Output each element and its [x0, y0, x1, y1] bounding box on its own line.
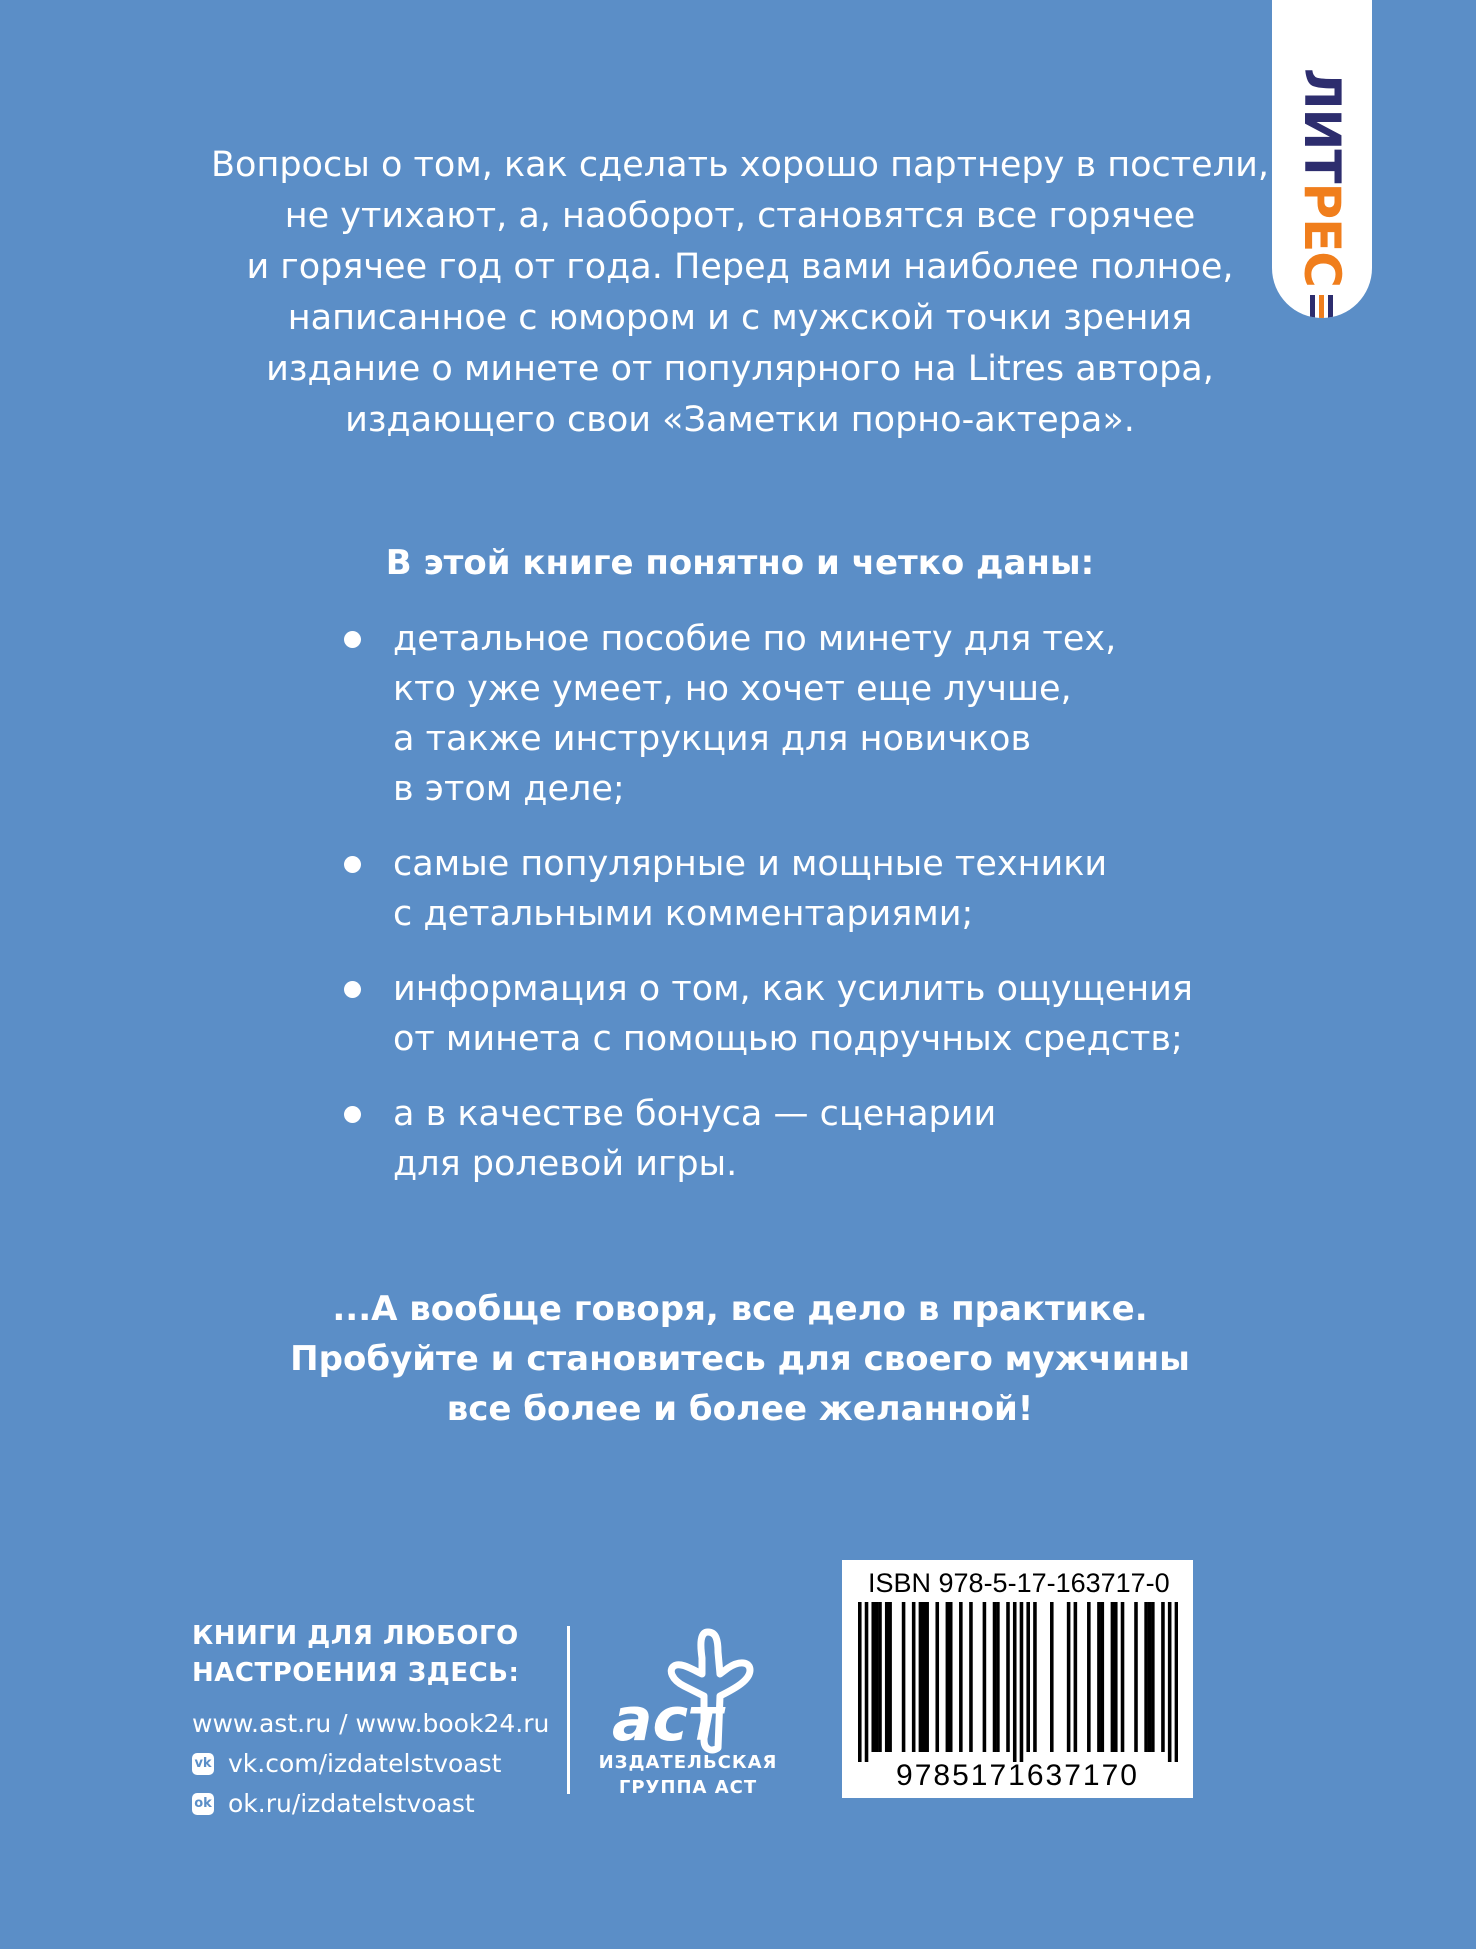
intro-line: и горячее год от года. Перед вами наиболее полное, — [246, 247, 1234, 287]
barcode-bar — [1114, 1602, 1118, 1752]
bullet-dot-icon — [344, 1106, 361, 1123]
barcode-bar — [1006, 1602, 1010, 1752]
barcode-bar — [1097, 1602, 1101, 1752]
barcode-bar — [919, 1602, 923, 1752]
publisher-caption-line: ИЗДАТЕЛЬСКАЯ — [598, 1752, 778, 1773]
vk-link[interactable] — [192, 1744, 572, 1784]
barcode-bar — [1175, 1602, 1178, 1762]
ok-link-text: ok.ru/izdatelstvoast — [228, 1789, 475, 1818]
barcode-bar — [888, 1602, 892, 1752]
footer-divider — [567, 1626, 570, 1794]
barcode-bar — [922, 1602, 926, 1752]
barcode-bar — [949, 1602, 953, 1752]
barcode-bar — [946, 1602, 950, 1752]
barcode-bar — [935, 1602, 939, 1752]
footer-heading — [192, 1618, 572, 1692]
footer-heading-line: НАСТРОЕНИЯ ЗДЕСЬ: — [192, 1658, 520, 1688]
list-item-text: информация о том, как усилить ощущения от минета с помощью подручных средств; — [393, 969, 1193, 1059]
barcode-bar — [885, 1602, 889, 1752]
litres-bars-icon — [1311, 295, 1334, 318]
barcode-bar — [902, 1602, 906, 1752]
footer-links — [192, 1704, 572, 1824]
barcode-bar — [878, 1602, 882, 1752]
barcode-bar — [1121, 1602, 1125, 1752]
barcode-bar — [875, 1602, 879, 1752]
bullet-dot-icon — [344, 981, 361, 998]
publisher-caption-line: ГРУППА АСТ — [618, 1777, 758, 1798]
website-link[interactable]: www.ast.ru / www.book24.ru — [192, 1709, 550, 1738]
barcode-digits: 9785171637170 — [896, 1759, 1139, 1792]
barcode-bar — [1101, 1602, 1105, 1752]
litres-logo — [1293, 68, 1351, 318]
barcode — [842, 1560, 1193, 1798]
footer-info — [192, 1618, 572, 1824]
barcode-bar — [1148, 1602, 1152, 1752]
list-item-text: самые популярные и мощные техники с детальными комментариями; — [393, 844, 1108, 934]
barcode-bar — [1020, 1602, 1024, 1762]
barcode-bar — [996, 1602, 1000, 1752]
footer-heading-line: КНИГИ ДЛЯ ЛЮБОГО — [192, 1621, 519, 1651]
barcode-bars — [858, 1602, 1178, 1762]
intro-line: Вопросы о том, как сделать хорошо партнеру в постели, — [211, 145, 1269, 185]
bullet-dot-icon — [344, 631, 361, 648]
vk-link-text: vk.com/izdatelstvoast — [228, 1749, 502, 1778]
barcode-bar — [1026, 1602, 1030, 1752]
litres-logo-part1: ЛИТ — [1293, 68, 1351, 183]
barcode-bar — [1144, 1602, 1148, 1752]
feature-list — [340, 614, 1240, 1214]
barcode-bar — [871, 1602, 875, 1752]
barcode-bar — [1087, 1602, 1091, 1752]
intro-line: написанное с юмором и с мужской точки зрения — [287, 298, 1193, 338]
barcode-bar — [1134, 1602, 1138, 1752]
list-item-text: а в качестве бонуса — сценарии для ролевой игры. — [393, 1094, 997, 1184]
barcode-bar — [1074, 1602, 1078, 1752]
litres-logo-part2: РЕС — [1293, 182, 1351, 287]
barcode-bar — [1161, 1602, 1165, 1752]
barcode-bar — [865, 1602, 869, 1762]
barcode-bar — [993, 1602, 997, 1752]
closing-line: Пробуйте и становитесь для своего мужчины — [290, 1339, 1190, 1379]
barcode-bar — [959, 1602, 963, 1752]
list-item-text: детальное пособие по минету для тех, кто уже умеет, но хочет еще лучше, а также инструкция для новичков в этом деле; — [393, 619, 1117, 809]
bullet-dot-icon — [344, 856, 361, 873]
barcode-bar — [912, 1602, 916, 1752]
intro-line: издание о минете от популярного на Litres автора, — [266, 349, 1214, 389]
publisher-caption — [588, 1750, 788, 1800]
ok-icon: ok — [192, 1793, 214, 1815]
barcode-bar — [969, 1602, 973, 1752]
barcode-bar — [925, 1602, 929, 1752]
closing-paragraph — [180, 1284, 1300, 1434]
list-item — [340, 839, 1240, 939]
barcode-bar — [1168, 1602, 1172, 1762]
vk-icon: vk — [192, 1753, 214, 1775]
ast-logo-text: аст — [612, 1685, 723, 1755]
list-item — [340, 964, 1240, 1064]
closing-line: ...А вообще говоря, все дело в практике. — [332, 1289, 1148, 1329]
isbn-label: ISBN 978-5-17-163717-0 — [868, 1568, 1170, 1598]
barcode-bar — [1111, 1602, 1115, 1752]
barcode-bar — [1013, 1602, 1017, 1762]
intro-line: издающего свои «Заметки порно-актера». — [345, 400, 1135, 440]
barcode-bar — [983, 1602, 987, 1752]
list-item — [340, 614, 1240, 814]
barcode-bar — [1050, 1602, 1054, 1752]
barcode-bar — [1033, 1602, 1037, 1752]
list-heading: В этой книге понятно и четко даны: — [385, 543, 1095, 583]
closing-line: все более и более желанной! — [446, 1389, 1034, 1429]
ok-link[interactable] — [192, 1784, 572, 1824]
barcode-bar — [1067, 1602, 1071, 1752]
intro-paragraph — [180, 140, 1300, 446]
intro-line: не утихают, а, наоборот, становятся все горячее — [284, 196, 1196, 236]
list-item — [340, 1089, 1240, 1189]
barcode-bar — [1151, 1602, 1155, 1752]
barcode-bar — [858, 1602, 862, 1762]
